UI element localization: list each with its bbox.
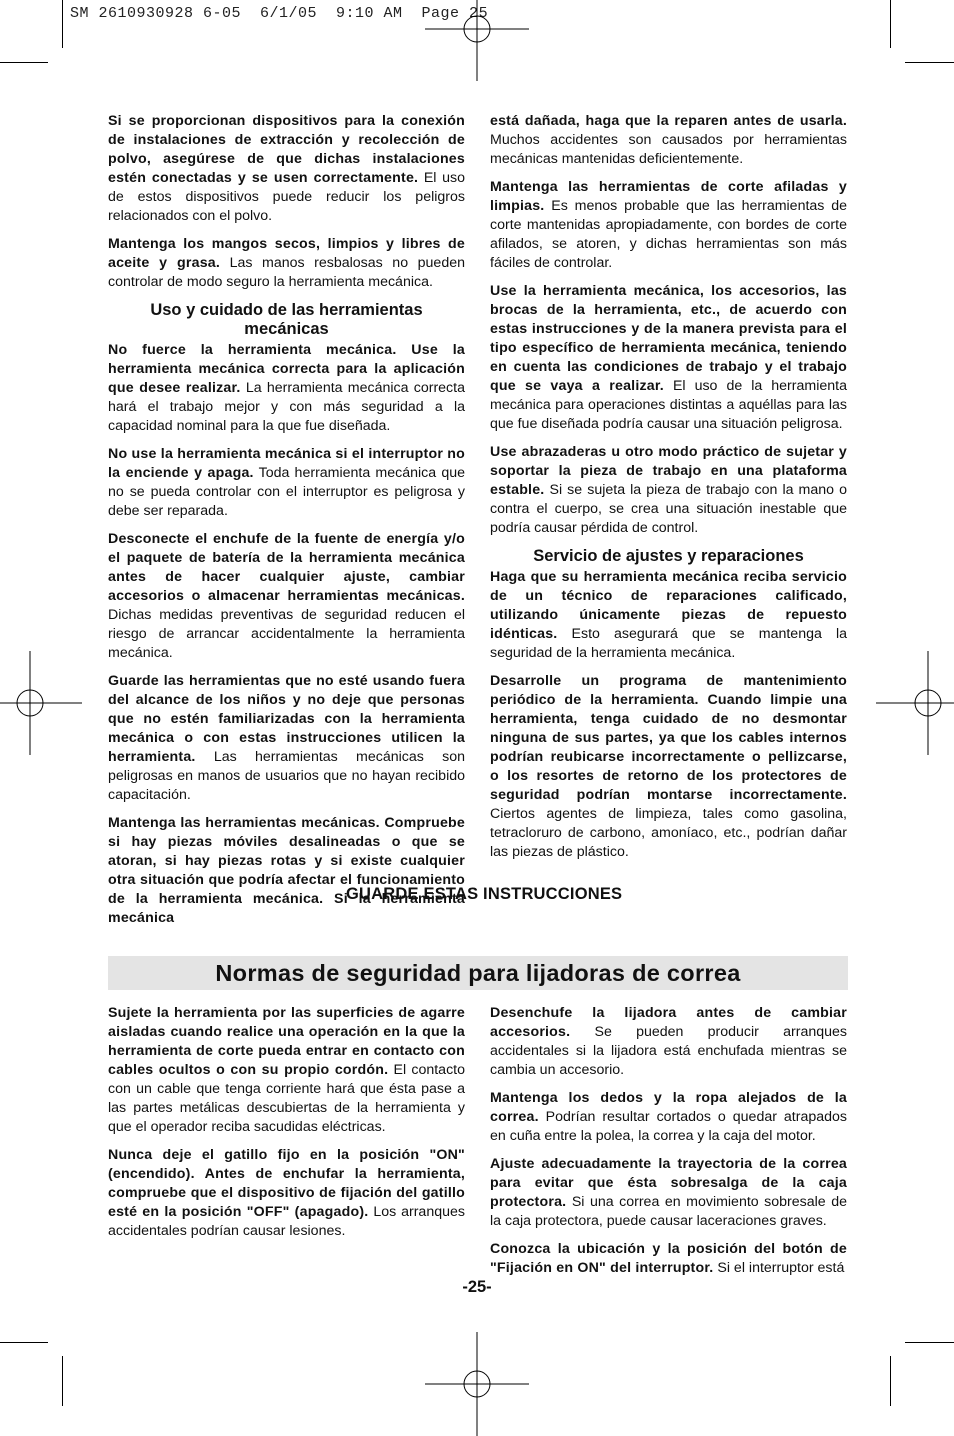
paragraph-body: Se pueden producir arranques accidentales si la lijadora está enchufada mientras se cambia un accesorio. bbox=[490, 1024, 847, 1078]
column-bottom-left bbox=[108, 1004, 465, 1250]
paragraph bbox=[108, 445, 465, 521]
paragraph-bold-lead: Haga que su herramienta mecánica reciba servicio de un técnico de reparaciones calificado, utilizando únicamente piezas de repuesto idénticas. bbox=[490, 569, 847, 642]
paragraph-body: Ciertos agentes de limpieza, tales como gasolina, tetracloruro de carbono, amoníaco, etc., podrían dañar las piezas de plástico. bbox=[490, 806, 847, 860]
crop-mark bbox=[890, 0, 891, 48]
paragraph-bold-lead: Mantenga las herramientas mecánicas. Compruebe si hay piezas móviles desalineadas o que se atoran, si hay piezas rotas y si existe cualquier otra situación que podría afectar el funcionamiento de la herramienta mecánica. Si la herramienta mecánica bbox=[108, 815, 465, 926]
paragraph-bold-lead: Desarrolle un programa de mantenimiento periódico de la herramienta. Cuando limpie una herramienta, tenga cuidado de no desmontar ninguna de sus partes, ya que los cables internos podrían reubicarse incorrectamente o pellizcarse, o los resortes de retorno de los protectores de seguridad podrían montarse incorrectamente. bbox=[490, 673, 847, 803]
paragraph-bold-lead: Nunca deje el gatillo fijo en la posición "ON" (encendido). Antes de enchufar la herramienta, compruebe que el dispositivo de fijación del gatillo esté en la posición "OFF" (apagado). bbox=[108, 1147, 465, 1220]
paragraph-bold-lead: Ajuste adecuadamente la trayectoria de la correa para evitar que ésta sobresalga de la caja protectora. bbox=[490, 1156, 847, 1210]
paragraph-body: Si el interruptor está bbox=[713, 1260, 845, 1276]
paragraph-bold-lead: Mantenga las herramientas de corte afiladas y limpias. bbox=[490, 179, 847, 214]
paragraph-bold-lead: Si se proporcionan dispositivos para la conexión de instalaciones de extracción y recolección de polvo, asegúrese de que dichas instalaciones estén conectadas y se usen correctamente. bbox=[108, 113, 465, 186]
paragraph-bold-lead: Use abrazaderas u otro modo práctico de sujetar y soportar la pieza de trabajo en una plataforma estable. bbox=[490, 444, 847, 498]
paragraph bbox=[490, 1089, 847, 1146]
registration-mark-top bbox=[425, 0, 529, 81]
registration-mark-left bbox=[0, 651, 82, 755]
crop-mark bbox=[905, 1342, 954, 1343]
crop-mark bbox=[0, 1342, 48, 1343]
column-bottom-right bbox=[490, 1004, 847, 1287]
paragraph-body: Toda herramienta mecánica que no se pueda controlar con el interruptor es peligrosa y debe ser reparada. bbox=[108, 465, 466, 519]
registration-mark-right bbox=[876, 651, 954, 755]
paragraph bbox=[490, 1004, 847, 1080]
paragraph-body: Muchos accidentes son causados por herramientas mecánicas mantenidas deficientemente. bbox=[490, 132, 847, 167]
paragraph-body: La herramienta mecánica correcta hará el trabajo mejor y con más seguridad a la capacidad nominal para la que fue diseñada. bbox=[108, 380, 465, 434]
paragraph bbox=[490, 1240, 847, 1278]
paragraph-body: Es menos probable que las herramientas de corte mantenidas apropiadamente, con bordes de corte afilados, se atoren, y dichas herramientas son más fáciles de controlar. bbox=[490, 198, 847, 271]
list-general bbox=[108, 112, 465, 292]
paragraph bbox=[490, 178, 847, 273]
paragraph bbox=[108, 341, 465, 436]
paragraph-body: Si una correa en movimiento sobresale de la caja protectora, puede causar laceraciones graves. bbox=[490, 1194, 847, 1229]
page-number: -25- bbox=[462, 1278, 492, 1296]
paragraph-body: Podrían resultar cortados o quedar atrapados en cuña entre la polea, la correa y la caja del motor. bbox=[490, 1109, 847, 1144]
paragraph bbox=[108, 1004, 465, 1137]
column-top-right bbox=[490, 112, 847, 871]
paragraph-body: Las manos resbalosas no pueden controlar de modo seguro la herramienta mecánica. bbox=[108, 255, 465, 290]
paragraph-bold-lead: Desconecte el enchufe de la fuente de energía y/o el paquete de batería de la herramienta mecánica antes de hacer cualquier ajuste, cambiar accesorios o almacenar herramientas mecánicas. bbox=[108, 531, 465, 604]
crop-mark bbox=[62, 1356, 63, 1406]
paragraph-bold-lead: No use la herramienta mecánica si el interruptor no la enciende y apaga. bbox=[108, 446, 465, 481]
paragraph-bold-lead: Desenchufe la lijadora antes de cambiar accesorios. bbox=[490, 1005, 847, 1040]
crop-mark bbox=[890, 1356, 891, 1406]
paragraph bbox=[490, 282, 847, 434]
section-heading-servicio: Servicio de ajustes y reparaciones bbox=[533, 547, 804, 565]
paragraph bbox=[108, 235, 465, 292]
paragraph bbox=[108, 1146, 465, 1241]
paragraph-body: Si se sujeta la pieza de trabajo con la mano o contra el cuerpo, se crea una situación inestable que podría causar pérdida de control. bbox=[490, 482, 847, 536]
paragraph-body: Las herramientas mecánicas son peligrosas en manos de usuarios que no hayan recibido capacitación. bbox=[108, 749, 465, 803]
paragraph bbox=[490, 443, 847, 538]
section-heading-uso: Uso y cuidado de las herramientas mecánicas bbox=[150, 301, 423, 338]
paragraph-bold-lead: Use la herramienta mecánica, los accesorios, las brocas de la herramienta, etc., de acuerdo con estas instrucciones y de la manera prevista para el tipo específico de herramienta mecánica, teniendo en cuenta las condiciones de trabajo y el trabajo que se vaya a realizar. bbox=[490, 283, 847, 394]
paragraph-bold-lead: Guarde las herramientas que no esté usando fuera del alcance de los niños y no deje que personas que no estén familiarizadas con la herramienta mecánica o con estas instrucciones utilicen la herramienta. bbox=[108, 673, 465, 765]
paragraph-bold-lead: Mantenga los dedos y la ropa alejados de la correa. bbox=[490, 1090, 847, 1125]
paragraph-body: Dichas medidas preventivas de seguridad reducen el riesgo de arrancar accidentalmente la herramienta mecánica. bbox=[108, 607, 465, 661]
paragraph-body: Esto asegurará que se mantenga la seguridad de la herramienta mecánica. bbox=[490, 626, 847, 661]
paragraph bbox=[490, 672, 847, 862]
paragraph-bold-lead: Sujete la herramienta por las superficies de agarre aisladas cuando realice una operación en la que la herramienta de corte pueda entrar en contacto con cables ocultos o con su propio cordón. bbox=[108, 1005, 465, 1078]
printer-slug: SM 2610930928 6-05 6/1/05 9:10 AM Page 25 bbox=[70, 5, 489, 22]
paragraph bbox=[108, 112, 465, 226]
list-lijadoras-right bbox=[490, 1004, 847, 1278]
paragraph bbox=[490, 568, 847, 663]
column-top-left bbox=[108, 112, 465, 937]
paragraph bbox=[490, 112, 847, 169]
list-servicio bbox=[490, 568, 847, 862]
list-uso bbox=[108, 341, 465, 928]
list-lijadoras-left bbox=[108, 1004, 465, 1241]
crop-mark bbox=[905, 62, 954, 63]
paragraph-bold-lead: Mantenga los mangos secos, limpios y libres de aceite y grasa. bbox=[108, 236, 465, 271]
paragraph-body: El uso de la herramienta mecánica para operaciones distintas a aquéllas para las que fue diseñada podría causar una situación peligrosa. bbox=[490, 378, 847, 432]
registration-mark-bottom bbox=[425, 1332, 529, 1436]
paragraph-body: El contacto con un cable que tenga corriente hará que ésta pase a las partes metálicas descubiertas de la herramienta y que el operador reciba sacudidas eléctricas. bbox=[108, 1062, 465, 1135]
paragraph-bold-lead: No fuerce la herramienta mecánica. Use la herramienta mecánica correcta para la aplicación que desee realizar. bbox=[108, 342, 465, 396]
crop-mark bbox=[0, 62, 48, 63]
paragraph-bold-lead: Conozca la ubicación y la posición del botón de "Fijación en ON" del interruptor. bbox=[490, 1241, 847, 1276]
paragraph-body: Los arranques accidentales podrían causar lesiones. bbox=[108, 1204, 465, 1239]
paragraph bbox=[108, 672, 465, 805]
save-instructions-heading: GUARDE ESTAS INSTRUCCIONES bbox=[346, 885, 623, 903]
paragraph bbox=[490, 1155, 847, 1231]
paragraph bbox=[108, 530, 465, 663]
paragraph-bold-lead: está dañada, haga que la reparen antes de usarla. bbox=[490, 113, 847, 129]
paragraph-body: El uso de estos dispositivos puede reducir los peligros relacionados con el polvo. bbox=[108, 170, 465, 224]
list-general-cont bbox=[490, 112, 847, 538]
paragraph bbox=[108, 814, 465, 928]
crop-mark bbox=[62, 0, 63, 48]
section-banner-title: Normas de seguridad para lijadoras de correa bbox=[108, 956, 848, 990]
